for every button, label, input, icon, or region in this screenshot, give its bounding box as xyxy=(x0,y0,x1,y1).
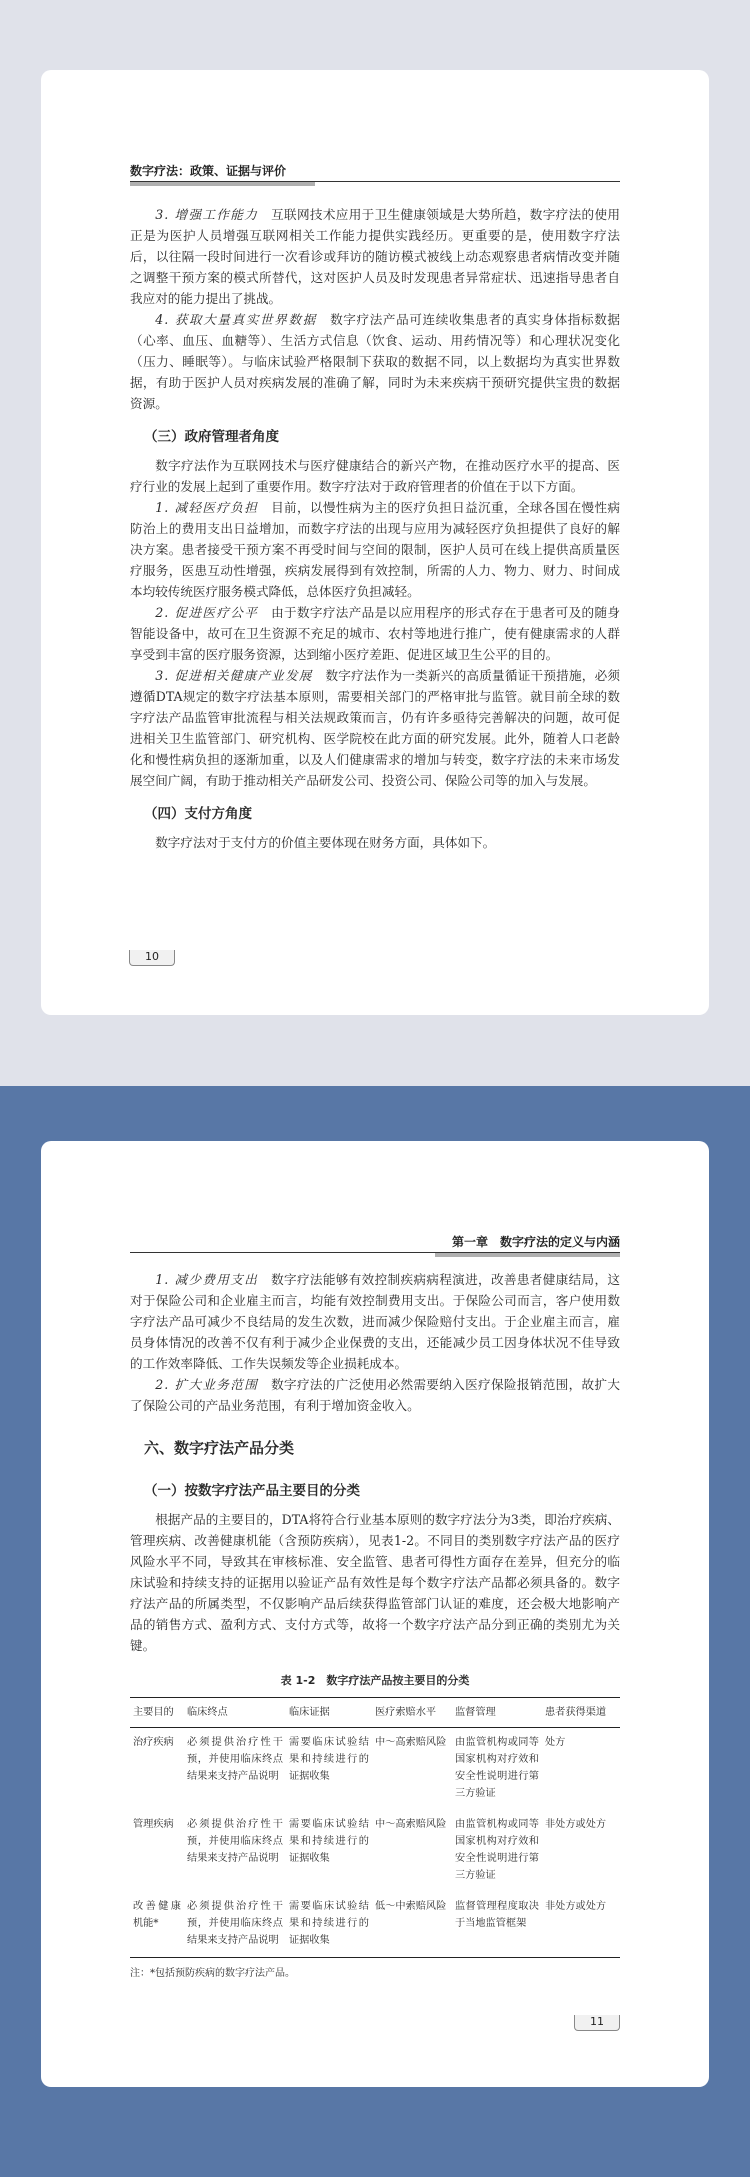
paragraph-keyword: 4. 获取大量真实世界数据 xyxy=(155,312,317,327)
table-header-cell: 监督管理 xyxy=(452,1698,542,1728)
table-cell: 需要临床试验结果和持续进行的证据收集 xyxy=(289,1737,369,1782)
table-row xyxy=(130,1892,620,1958)
table-cell: 监督管理程度取决于当地监管框架 xyxy=(452,1892,542,1958)
paragraph xyxy=(130,1374,620,1416)
classification-table xyxy=(130,1697,620,1958)
table-cell: 中～高索赔风险 xyxy=(375,1819,447,1830)
page-number: 11 xyxy=(574,2015,620,2031)
paragraph xyxy=(130,1269,620,1374)
table-cell: 需要临床试验结果和持续进行的证据收集 xyxy=(286,1892,372,1958)
paragraph: 数字疗法对于支付方的价值主要体现在财务方面，具体如下。 xyxy=(155,835,496,850)
paragraph-keyword: 3. 促进相关健康产业发展 xyxy=(155,668,313,683)
chapter-section-heading: 六、数字疗法产品分类 xyxy=(144,1439,295,1457)
table-cell: 需要临床试验结果和持续进行的证据收集 xyxy=(289,1819,369,1864)
book-page-11 xyxy=(41,1141,709,2087)
table-row xyxy=(130,1810,620,1892)
table-row xyxy=(130,1728,620,1811)
table-cell: 由监管机构或同等国家机构对疗效和安全性说明进行第三方验证 xyxy=(455,1819,539,1881)
page-body xyxy=(130,204,620,853)
table-cell: 治疗疾病 xyxy=(133,1737,174,1748)
header-bar xyxy=(435,1253,620,1257)
paragraph-text: 由于数字疗法产品是以应用程序的形式存在于患者可及的随身智能设备中，故可在卫生资源不充足的城市、农村等地进行推广，使有健康需求的人群享受到丰富的医疗服务资源，达到缩小医疗差距、促进区域卫生公平的目的。 xyxy=(130,605,620,662)
paragraph-keyword: 1. 减少费用支出 xyxy=(155,1272,259,1287)
paragraph: 根据产品的主要目的，DTA将符合行业基本原则的数字疗法分为3类，即治疗疾病、管理疾病、改善健康机能（含预防疾病），见表1-2。不同目的类别数字疗法产品的医疗风险水平不同，导致其在审核标准、安全监管、患者可得性方面存在差异，但充分的临床试验和持续支持的证据用以验证产品有效性是每个数字疗法产品都必须具备的。数字疗法产品的所属类型，不仅影响产品后续获得监管部门认证的难度，还会极大地影响产品的销售方式、盈利方式、支付方式等，故将一个数字疗法产品分到正确的类别尤为关键。 xyxy=(130,1512,620,1653)
paragraph-text: 数字疗法的广泛使用必然需要纳入医疗保险报销范围，故扩大了保险公司的产品业务范围，有利于增加资金收入。 xyxy=(130,1377,620,1413)
paragraph xyxy=(130,665,620,791)
table-header-cell: 医疗索赔水平 xyxy=(372,1698,452,1728)
table-note: 注：*包括预防疾病的数字疗法产品。 xyxy=(130,1968,295,1979)
paragraph xyxy=(130,204,620,309)
table-cell: 非处方或处方 xyxy=(542,1892,620,1958)
table-header-cell: 临床终点 xyxy=(184,1698,286,1728)
running-header xyxy=(130,1233,620,1253)
table-cell: 低～中索赔风险 xyxy=(372,1892,452,1958)
paragraph-text: 互联网技术应用于卫生健康领域是大势所趋，数字疗法的使用正是为医护人员增强互联网相关工作能力提供实践经历。更重要的是，使用数字疗法后，以往隔一段时间进行一次看诊或拜访的随访模式被线上动态观察患者病情改变并随之调整干预方案的模式所替代，这对医护人员及时发现患者异常症状、迅速指导患者自我应对的能力提出了挑战。 xyxy=(130,207,620,306)
table-header-cell: 临床证据 xyxy=(286,1698,372,1728)
table-cell: 处方 xyxy=(545,1737,566,1748)
section-heading: （三）政府管理者角度 xyxy=(144,429,279,445)
table-cell: 必须提供治疗性干预，并使用临床终点结果来支持产品说明 xyxy=(187,1819,283,1864)
running-header-title: 数字疗法：政策、证据与评价 xyxy=(130,164,287,178)
section-heading: （四）支付方角度 xyxy=(144,806,252,822)
table-header-cell: 患者获得渠道 xyxy=(542,1698,620,1728)
paragraph xyxy=(130,497,620,602)
header-bar xyxy=(130,182,315,186)
paragraph-keyword: 3. 增强工作能力 xyxy=(155,207,259,222)
paragraph-text: 数字疗法作为一类新兴的高质量循证干预措施，必须遵循DTA规定的数字疗法基本原则，需要相关部门的严格审批与监管。就目前全球的数字疗法产品监管审批流程与相关法规政策而言，仍有许多亟待完善解决的问题，故可促进相关卫生监管部门、研究机构、医学院校在此方面的研究发展。此外，随着人口老龄化和慢性病负担的逐渐加重，以及人们健康需求的增加与转变，数字疗法的未来市场发展空间广阔，有助于推动相关产品研发公司、投资公司、保险公司等的加入与发展。 xyxy=(130,668,621,788)
table-caption: 表 1-2 数字疗法产品按主要目的分类 xyxy=(280,1674,470,1687)
subsection-heading: （一）按数字疗法产品主要目的分类 xyxy=(144,1483,360,1499)
paragraph-keyword: 2. 扩大业务范围 xyxy=(155,1377,259,1392)
paragraph-text: 数字疗法能够有效控制疾病病程演进，改善患者健康结局，这对于保险公司和企业雇主而言，均能有效控制费用支出。于保险公司而言，客户使用数字疗法产品可减少不良结局的发生次数，进而减少保险赔付支出。于企业雇主而言，雇员身体情况的改善不仅有利于减少企业保费的支出，还能减少员工因身体状况不佳导致的工作效率降低、工作失误频发等企业损耗成本。 xyxy=(130,1272,620,1371)
table-cell: 改善健康机能* xyxy=(130,1892,184,1958)
paragraph: 数字疗法作为互联网技术与医疗健康结合的新兴产物，在推动医疗水平的提高、医疗行业的发展上起到了重要作用。数字疗法对于政府管理者的价值在于以下方面。 xyxy=(130,458,620,494)
table-cell: 由监管机构或同等国家机构对疗效和安全性说明进行第三方验证 xyxy=(455,1737,539,1799)
paragraph xyxy=(130,309,620,414)
table-cell: 必须提供治疗性干预，并使用临床终点结果来支持产品说明 xyxy=(187,1737,283,1782)
table-cell: 必须提供治疗性干预，并使用临床终点结果来支持产品说明 xyxy=(184,1892,286,1958)
table-header-row xyxy=(130,1698,620,1728)
book-page-10 xyxy=(41,70,709,1015)
running-header-title: 第一章 数字疗法的定义与内涵 xyxy=(451,1235,620,1249)
table-cell: 管理疾病 xyxy=(133,1819,174,1830)
running-header xyxy=(130,162,620,182)
paragraph-text: 数字疗法产品可连续收集患者的真实身体指标数据（心率、血压、血糖等）、生活方式信息（饮食、运动、用药情况等）和心理状况变化（压力、睡眠等）。与临床试验严格限制下获取的数据不同，以上数据均为真实世界数据，有助于医护人员对疾病发展的准确了解，同时为未来疾病干预研究提供宝贵的数据资源。 xyxy=(130,312,621,411)
paragraph-text: 目前，以慢性病为主的医疗负担日益沉重，全球各国在慢性病防治上的费用支出日益增加，而数字疗法的出现与应用为减轻医疗负担提供了良好的解决方案。患者接受干预方案不再受时间与空间的限制，医护人员可在线上提供高质量医疗服务，医患互动性增强，疾病发展得到有效控制，所需的人力、物力、财力、时间成本均较传统医疗服务模式降低，总体医疗负担减轻。 xyxy=(130,500,620,599)
paragraph xyxy=(130,602,620,665)
paragraph-keyword: 2. 促进医疗公平 xyxy=(155,605,259,620)
paragraph-keyword: 1. 减轻医疗负担 xyxy=(155,500,259,515)
table-cell: 中～高索赔风险 xyxy=(375,1737,447,1748)
page-body xyxy=(130,1269,620,1984)
page-number: 10 xyxy=(129,950,175,966)
table-cell: 非处方或处方 xyxy=(545,1819,607,1830)
table-header-cell: 主要目的 xyxy=(130,1698,184,1728)
